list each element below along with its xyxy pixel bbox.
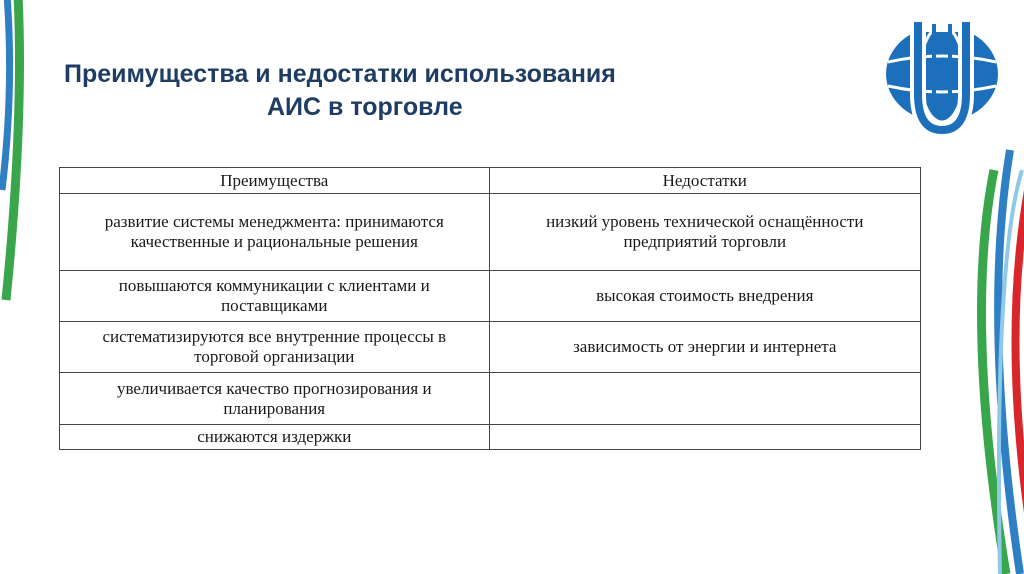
slide-title-line-2: АИС в торговле bbox=[267, 93, 463, 121]
header-disadvantages: Недостатки bbox=[489, 168, 920, 194]
disadvantage-cell bbox=[489, 373, 920, 425]
advantage-cell: повышаются коммуникации с клиентами и поставщиками bbox=[60, 271, 490, 322]
table-row bbox=[60, 322, 921, 373]
table-row bbox=[60, 425, 921, 450]
decorative-stripes-left bbox=[0, 0, 30, 574]
disadvantage-cell: низкий уровень технической оснащённости предприятий торговли bbox=[489, 194, 920, 271]
advantage-cell: увеличивается качество прогнозирования и планирования bbox=[60, 373, 490, 425]
table-header-row bbox=[60, 168, 921, 194]
slide-title-line-1: Преимущества и недостатки использования bbox=[64, 60, 616, 88]
advantage-cell: систематизируются все внутренние процессы в торговой организации bbox=[60, 322, 490, 373]
disadvantage-cell: высокая стоимость внедрения bbox=[489, 271, 920, 322]
disadvantage-cell: зависимость от энергии и интернета bbox=[489, 322, 920, 373]
table-row bbox=[60, 271, 921, 322]
table-row bbox=[60, 373, 921, 425]
disadvantage-cell bbox=[489, 425, 920, 450]
advantage-cell: снижаются издержки bbox=[60, 425, 490, 450]
table-row bbox=[60, 194, 921, 271]
university-globe-logo-icon bbox=[878, 12, 1006, 140]
slide-title bbox=[40, 58, 760, 124]
comparison-table bbox=[59, 167, 921, 450]
advantage-cell: развитие системы менеджмента: принимаются качественные и рациональные решения bbox=[60, 194, 490, 271]
header-advantages: Преимущества bbox=[60, 168, 490, 194]
